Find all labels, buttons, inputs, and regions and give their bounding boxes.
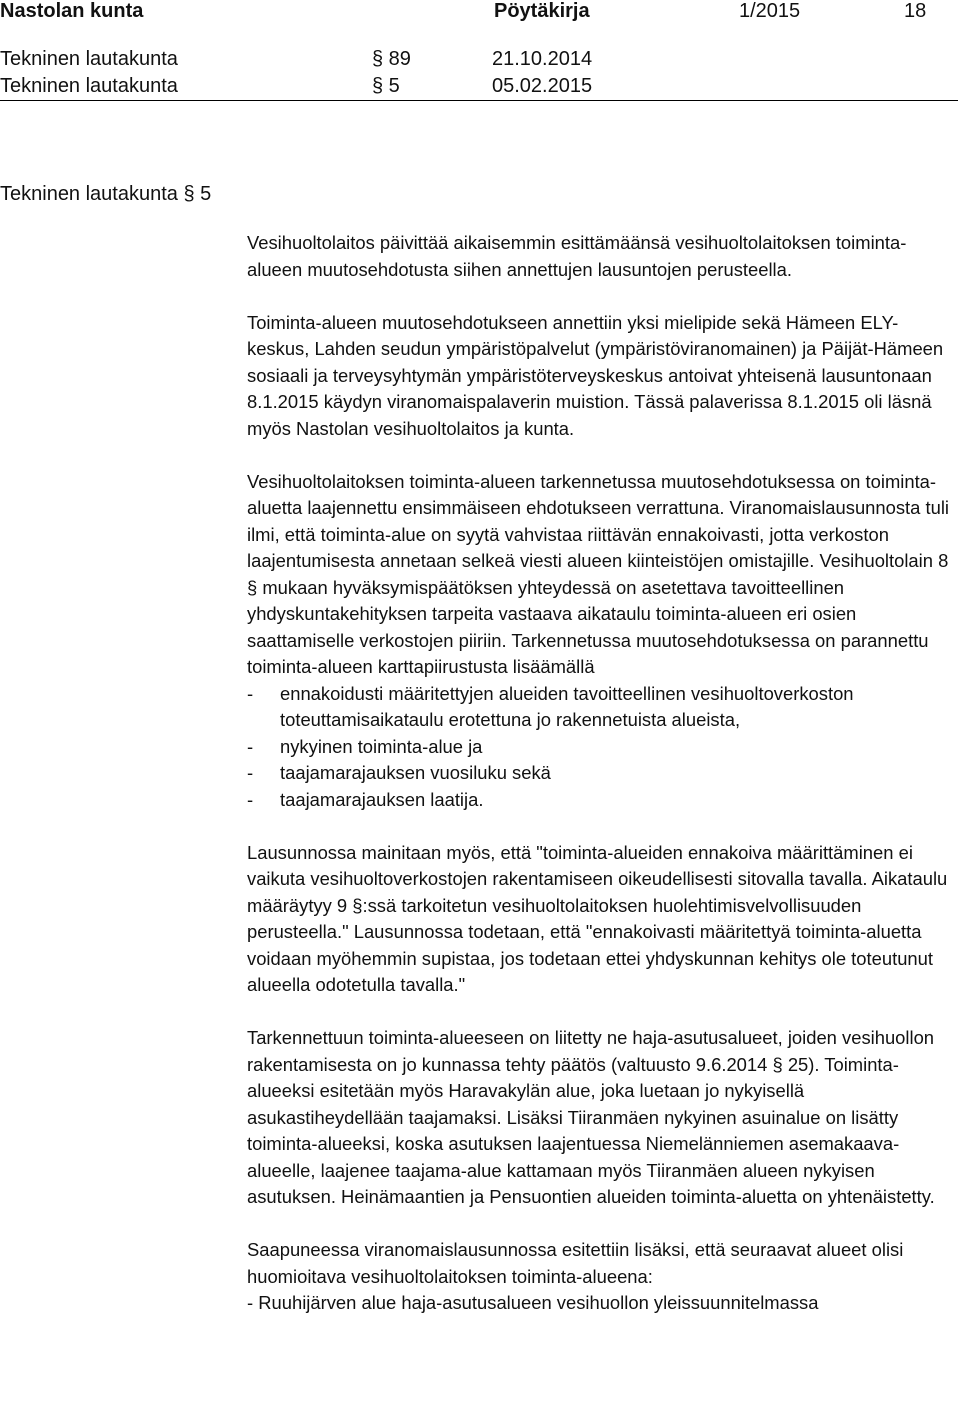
section-title: Tekninen lautakunta § 5	[0, 183, 212, 205]
paragraph-5: Tarkennettuun toiminta-alueeseen on liitetty ne haja-asutusalueet, joiden vesihuollon rakentamisesta on jo kunnassa tehty päätös (valtuusto 9.6.2014 § 25). Toiminta-alueeksi esitetään myös Haravakylän alue, joka luetaan jo nykyisellä asukastiheydellään taajamaksi. Lisäksi Tiiranmäen nykyinen asuinalue on lisätty toiminta-alueeksi, koska asutuksen laajentuessa Niemelänniemen asemakaava-alueelle, laajenee taajama-alue kattamaan myös Tiiranmäen alueen nykyisen asutuksen. Heinämaantien ja Pensuontien alueiden toiminta-aluetta on yhtenäistetty.	[247, 1027, 935, 1207]
document-number: 1/2015	[739, 0, 801, 22]
list-item: - taajamarajauksen vuosiluku sekä	[247, 762, 551, 783]
page-number: 18	[904, 0, 927, 22]
ref-date-1: 21.10.2014	[492, 48, 593, 70]
ref-board-1: Tekninen lautakunta	[0, 48, 178, 70]
paragraph-3: Vesihuoltolaitoksen toiminta-alueen tarkennetussa muutosehdotuksessa on toiminta-aluetta laajennettu ensimmäiseen ehdotukseen verrattuna. Viranomaislausunnosta tuli ilmi, että toiminta-alue on syytä vahvistaa riittävän ennakoivasti, jotta verkoston laajentumisesta annetaan selkeä viesti alueen kiinteistöjen omistajille. Vesihuoltolain 8 § mukaan hyväksymispäätöksen yhteydessä on asetettava tavoitteellinen yhdyskuntakehityksen tarpeita vastaava aikataulu toiminta-alueen eri osien saattamiselle verkostojen piiriin. Tarkennetussa muutosehdotuksessa on parannettu toiminta-alueen karttapiirustusta lisäämällä	[247, 470, 950, 677]
ref-section-2: § 5	[372, 75, 400, 97]
ref-section-1: § 89	[372, 48, 411, 70]
paragraph-6: Saapuneessa viranomaislausunnossa esitettiin lisäksi, että seuraavat alueet olisi huomioitava vesihuoltolaitoksen toiminta-alueena:	[247, 1239, 904, 1287]
document-type: Pöytäkirja	[494, 0, 590, 22]
paragraph-1: Vesihuoltolaitos päivittää aikaisemmin esittämäänsä vesihuoltolaitoksen toiminta-alueen muutosehdotusta siihen annettujen lausuntojen perusteella.	[247, 232, 907, 280]
ref-board-2: Tekninen lautakunta	[0, 75, 178, 97]
list-item: - nykyinen toiminta-alue ja	[247, 735, 483, 757]
header-divider	[0, 100, 958, 101]
list-item: - ennakoidusti määritettyjen alueiden tavoitteellinen vesihuoltoverkoston toteuttamisaikataulu erotettuna jo rakennetuista alueista,	[247, 682, 854, 730]
list-item: - taajamarajauksen laatija.	[247, 788, 484, 810]
ref-date-2: 05.02.2015	[492, 75, 593, 97]
paragraph-2: Toiminta-alueen muutosehdotukseen annettiin yksi mielipide sekä Hämeen ELY-keskus, Lahden seudun ympäristöpalvelut (ympäristöviranomainen) ja Päijät-Hämeen sosiaali ja terveysyhtymän ympäristöterveyskeskus antoivat yhteisenä lausuntonaan 8.1.2015 käydyn viranomaispalaverin muistion. Tässä palaverissa 8.1.2015 oli läsnä myös Nastolan vesihuoltolaitos ja kunta.	[247, 311, 944, 439]
paragraph-7: - Ruuhijärven alue haja-asutusalueen vesihuollon yleissuunnitelmassa	[247, 1292, 819, 1313]
paragraph-4: Lausunnossa mainitaan myös, että "toiminta-alueiden ennakoiva määrittäminen ei vaikuta vesihuoltoverkostojen rakentamiseen oikeudellisesti sitovalla tavalla. Aikataulu määräytyy 9 §:ssä tarkoitetun vesihuoltolaitoksen huolehtimisvelvollisuuden perusteella." Lausunnossa todetaan, että "ennakoivasti määritettyä toiminta-aluetta voidaan myöhemmin supistaa, jos todetaan ettei yhdyskunnan kehitys ole toteutunut alueella odotetulla tavalla."	[247, 841, 948, 995]
minutes-body	[247, 230, 953, 1317]
organization-name: Nastolan kunta	[0, 0, 144, 22]
